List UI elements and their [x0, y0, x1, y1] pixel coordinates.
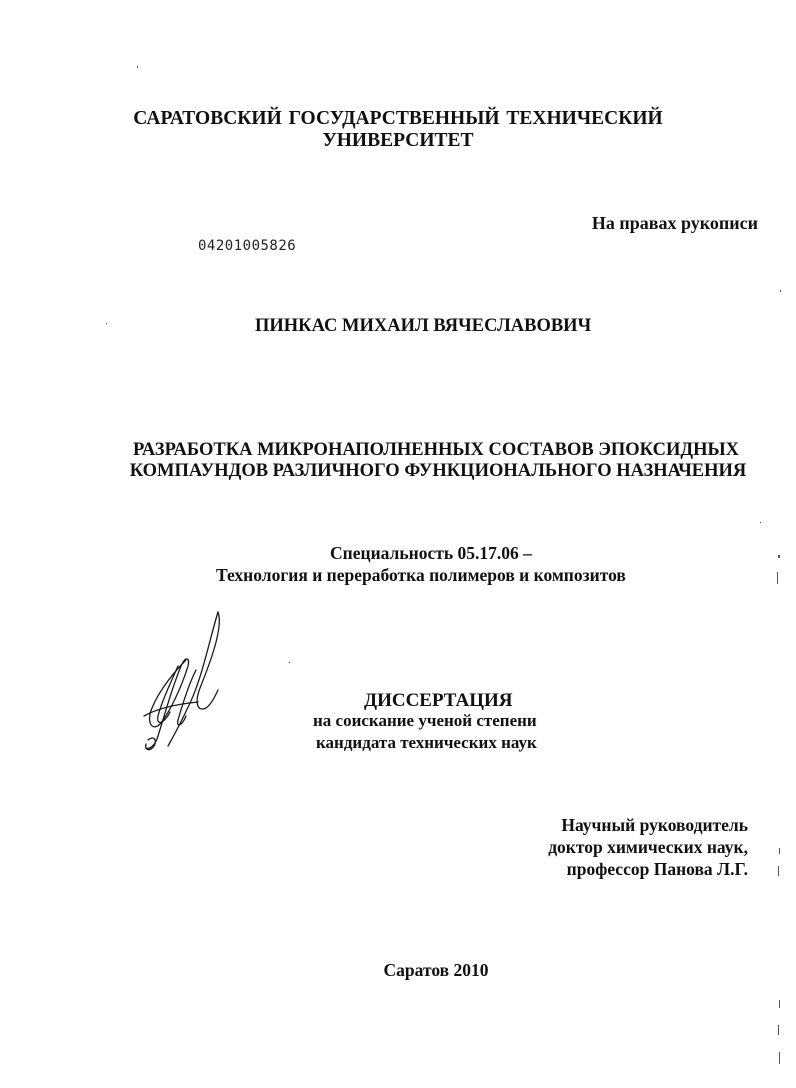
dissertation-degree: кандидата технических наук [316, 733, 537, 752]
scan-speck [778, 1025, 779, 1035]
scan-speck [777, 572, 778, 584]
scan-speck [779, 1052, 780, 1064]
scan-speck [106, 323, 107, 324]
scan-speck [778, 866, 779, 876]
city-year: Саратов 2010 [383, 960, 489, 980]
dissertation-purpose: на соискание ученой степени [313, 711, 537, 730]
advisor-degree: доктор химических наук, [548, 837, 748, 857]
scan-speck [779, 848, 780, 854]
university-name-line2: УНИВЕРСИТЕТ [322, 130, 474, 151]
specialty-code: Специальность 05.17.06 – [330, 543, 532, 563]
scan-speck [779, 1000, 780, 1008]
scan-speck [137, 66, 138, 68]
scan-speck [778, 555, 780, 558]
scan-speck [760, 522, 761, 523]
thesis-title-line1: РАЗРАБОТКА МИКРОНАПОЛНЕННЫХ СОСТАВОВ ЭПОКСИДНЫХ [132, 440, 740, 460]
scan-speck [780, 290, 781, 292]
advisor-name: профессор Панова Л.Г. [566, 859, 748, 879]
rights-note: На правах рукописи [591, 213, 758, 233]
advisor-role: Научный руководитель [561, 815, 748, 835]
author-signature [138, 608, 233, 758]
document-number: 04201005826 [198, 238, 297, 254]
university-name-line1: САРАТОВСКИЙ ГОСУДАРСТВЕННЫЙ ТЕХНИЧЕСКИЙ [133, 108, 663, 129]
dissertation-heading: ДИССЕРТАЦИЯ [364, 690, 513, 711]
specialty-name: Технология и переработка полимеров и композитов [216, 565, 626, 585]
thesis-title-line2: КОМПАУНДОВ РАЗЛИЧНОГО ФУНКЦИОНАЛЬНОГО НАЗНАЧЕНИЯ [129, 461, 747, 481]
scan-speck [289, 662, 290, 663]
author-name: ПИНКАС МИХАИЛ ВЯЧЕСЛАВОВИЧ [255, 316, 592, 336]
